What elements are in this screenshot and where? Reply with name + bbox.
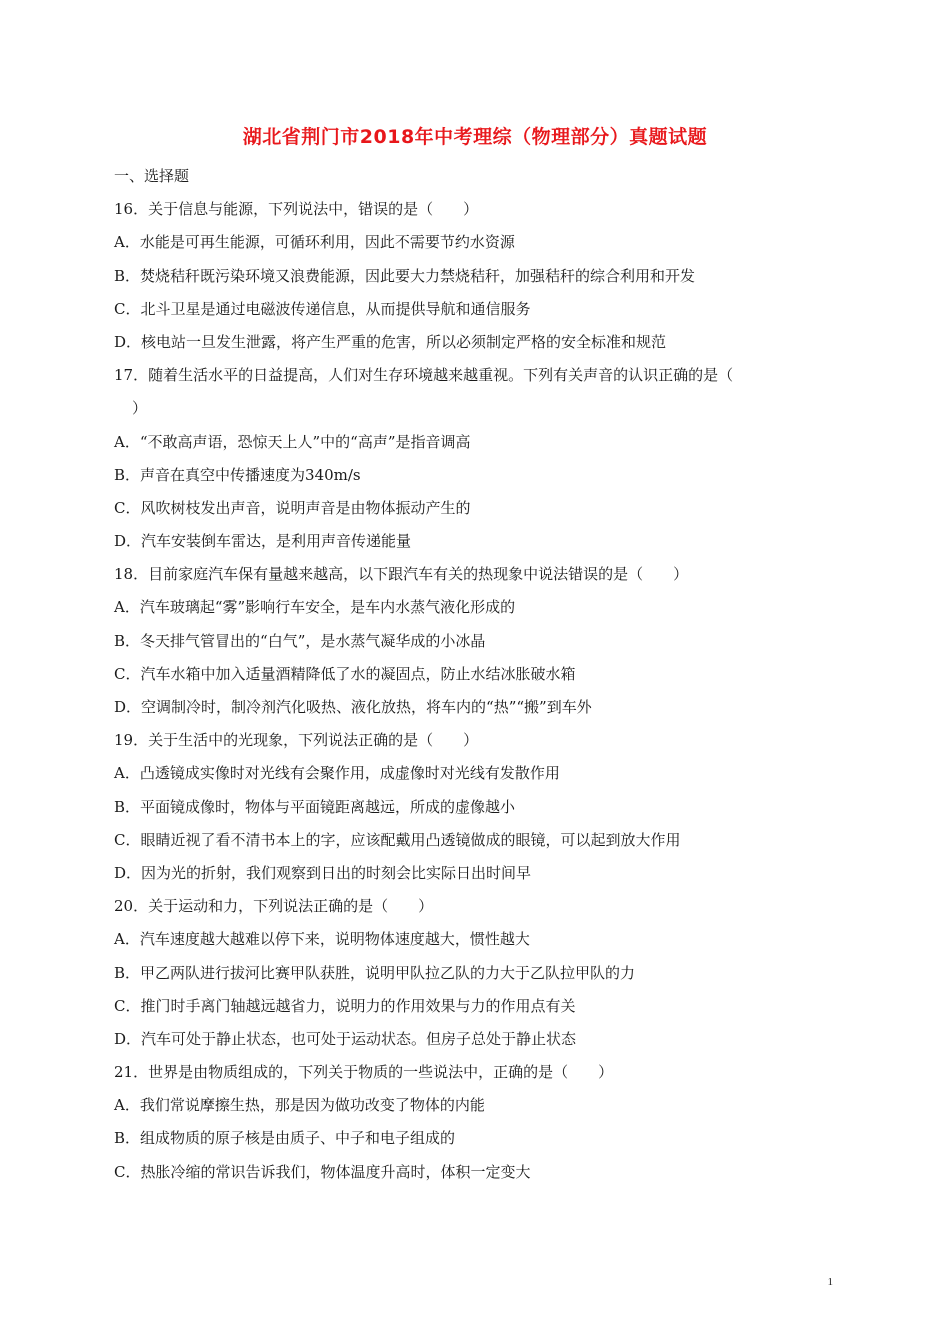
question-stem: 21．世界是由物质组成的，下列关于物质的一些说法中，正确的是（ ） — [114, 1063, 614, 1082]
option-a: A．水能是可再生能源，可循环利用，因此不需要节约水资源 — [114, 233, 515, 252]
option-b: B．甲乙两队进行拔河比赛甲队获胜，说明甲队拉乙队的力大于乙队拉甲队的力 — [114, 963, 636, 982]
page-number: 1 — [827, 1276, 833, 1288]
option-d: D．汽车安装倒车雷达，是利用声音传递能量 — [114, 532, 412, 551]
question-19 — [114, 724, 844, 890]
option-c: C．眼睛近视了看不清书本上的字，应该配戴用凸透镜做成的眼镜，可以起到放大作用 — [114, 830, 681, 849]
option-d: D．核电站一旦发生泄露，将产生严重的危害，所以必须制定严格的安全标准和规范 — [114, 332, 667, 351]
option-b: B．平面镜成像时，物体与平面镜距离越远，所成的虚像越小 — [114, 797, 516, 816]
question-18 — [114, 558, 844, 724]
section-heading: 一、选择题 — [114, 167, 190, 185]
option-a: A．汽车速度越大越难以停下来，说明物体速度越大，惯性越大 — [114, 930, 530, 949]
option-a: A．我们常说摩擦生热，那是因为做功改变了物体的内能 — [114, 1096, 485, 1115]
question-21 — [114, 1056, 844, 1189]
option-c: C．汽车水箱中加入适量酒精降低了水的凝固点，防止水结冰胀破水箱 — [114, 664, 576, 683]
question-stem: 16．关于信息与能源，下列说法中，错误的是（ ） — [114, 200, 479, 219]
option-b: B．焚烧秸秆既污染环境又浪费能源，因此要大力禁烧秸秆，加强秸秆的综合利用和开发 — [114, 266, 696, 285]
option-c: C．北斗卫星是通过电磁波传递信息，从而提供导航和通信服务 — [114, 299, 531, 318]
question-stem: 19．关于生活中的光现象，下列说法正确的是（ ） — [114, 731, 479, 750]
option-c: C．热胀冷缩的常识告诉我们，物体温度升高时，体积一定变大 — [114, 1162, 531, 1181]
option-b: B．组成物质的原子核是由质子、中子和电子组成的 — [114, 1129, 456, 1148]
option-c: C．推门时手离门轴越远越省力，说明力的作用效果与力的作用点有关 — [114, 996, 576, 1015]
option-b: B．声音在真空中传播速度为340m/s — [114, 465, 361, 484]
document-title: 湖北省荆门市2018年中考理综（物理部分）真题试题 — [242, 126, 708, 148]
question-stem: 17．随着生活水平的日益提高，人们对生存环境越来越重视。下列有关声音的认识正确的是（ — [114, 366, 734, 385]
question-stem: 20．关于运动和力，下列说法正确的是（ ） — [114, 897, 434, 916]
question-stem-continuation: ） — [132, 399, 148, 418]
option-d: D．空调制冷时，制冷剂汽化吸热、液化放热，将车内的“热”“搬”到车外 — [114, 698, 592, 716]
document-body — [114, 160, 844, 1189]
question-16 — [114, 193, 844, 359]
option-d: D．汽车可处于静止状态，也可处于运动状态。但房子总处于静止状态 — [114, 1029, 577, 1048]
option-a: A．“不敢高声语，恐惊天上人”中的“高声”是指音调高 — [114, 432, 471, 451]
question-20 — [114, 890, 844, 1056]
option-b: B．冬天排气管冒出的“白气”，是水蒸气凝华成的小冰晶 — [114, 631, 486, 650]
question-stem: 18．目前家庭汽车保有量越来越高，以下跟汽车有关的热现象中说法错误的是（ ） — [114, 565, 689, 584]
option-a: A．汽车玻璃起“雾”影响行车安全，是车内水蒸气液化形成的 — [114, 598, 516, 617]
option-d: D．因为光的折射，我们观察到日出的时刻会比实际日出时间早 — [114, 863, 532, 882]
option-c: C．风吹树枝发出声音，说明声音是由物体振动产生的 — [114, 498, 471, 517]
option-a: A．凸透镜成实像时对光线有会聚作用，成虚像时对光线有发散作用 — [114, 764, 560, 783]
question-17 — [114, 359, 844, 558]
